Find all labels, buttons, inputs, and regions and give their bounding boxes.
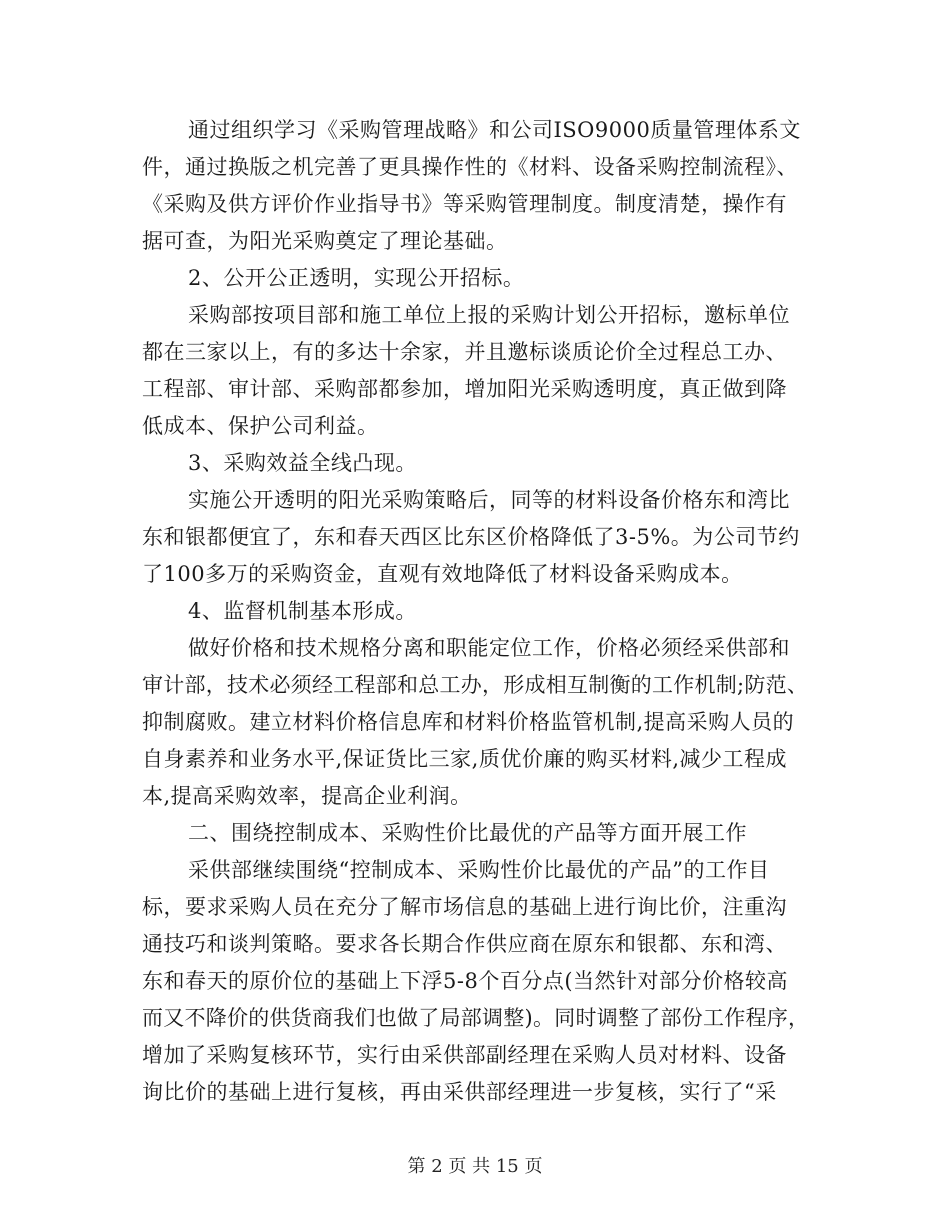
section-heading: 3、采购效益全线凸现。 bbox=[188, 451, 417, 475]
text-line: 东和银都便宜了，东和春天西区比东区价格降低了3-5%。为公司节约 bbox=[142, 525, 800, 549]
text-line: 抑制腐败。建立材料价格信息库和材料价格监管机制,提高采购人员的 bbox=[142, 710, 795, 734]
text-line: 审计部，技术必须经工程部和总工办，形成相互制衡的工作机制;防范、 bbox=[142, 673, 809, 697]
text-line: 都在三家以上，有的多达十余家，并且邀标谈质论价全过程总工办、 bbox=[142, 340, 787, 364]
text-line: 自身素养和业务水平,保证货比三家,质优价廉的购买材料,减少工程成 bbox=[142, 747, 788, 771]
text-line: 做好价格和技术规格分离和职能定位工作，价格必须经采供部和 bbox=[188, 636, 790, 660]
text-line: 了100多万的采购资金，直观有效地降低了材料设备采购成本。 bbox=[142, 562, 743, 586]
text-line: 东和春天的原价位的基础上下浮5-8个百分点(当然针对部分价格较高 bbox=[142, 969, 789, 993]
text-line: 标，要求采购人员在充分了解市场信息的基础上进行询比价，注重沟 bbox=[142, 895, 787, 919]
text-line: 据可查，为阳光采购奠定了理论基础。 bbox=[142, 229, 508, 253]
text-line: 增加了采购复核环节，实行由采供部副经理在采购人员对材料、设备 bbox=[142, 1043, 787, 1067]
text-line: 《采购及供方评价作业指导书》等采购管理制度。制度清楚，操作有 bbox=[142, 192, 787, 216]
text-line: 采购部按项目部和施工单位上报的采购计划公开招标，邀标单位 bbox=[188, 303, 790, 327]
text-line: 采供部继续围绕“控制成本、采购性价比最优的产品”的工作目 bbox=[188, 858, 770, 882]
text-line: 本,提高采购效率，提高企业利润。 bbox=[142, 784, 472, 808]
text-line: 而又不降价的供货商我们也做了局部调整)。同时调整了部份工作程序， bbox=[142, 1006, 810, 1030]
text-line: 工程部、审计部、采购部都参加，增加阳光采购透明度，真正做到降 bbox=[142, 377, 787, 401]
text-line: 实施公开透明的阳光采购策略后，同等的材料设备价格东和湾比 bbox=[188, 488, 790, 512]
text-line: 询比价的基础上进行复核，再由采供部经理进一步复核，实行了“采 bbox=[142, 1080, 777, 1104]
text-line: 低成本、保护公司利益。 bbox=[142, 414, 379, 438]
section-heading: 2、公开公正透明，实现公开招标。 bbox=[188, 266, 525, 290]
section-heading: 二、围绕控制成本、采购性价比最优的产品等方面开展工作 bbox=[188, 821, 747, 845]
text-line: 通技巧和谈判策略。要求各长期合作供应商在原东和银都、东和湾、 bbox=[142, 932, 787, 956]
section-heading: 4、监督机制基本形成。 bbox=[188, 599, 417, 623]
text-line: 件，通过换版之机完善了更具操作性的《材料、设备采购控制流程》、 bbox=[142, 155, 798, 179]
text-line: 通过组织学习《采购管理战略》和公司ISO9000质量管理体系文 bbox=[188, 118, 801, 142]
page-number-footer: 第 2 页 共 15 页 bbox=[407, 1156, 543, 1177]
